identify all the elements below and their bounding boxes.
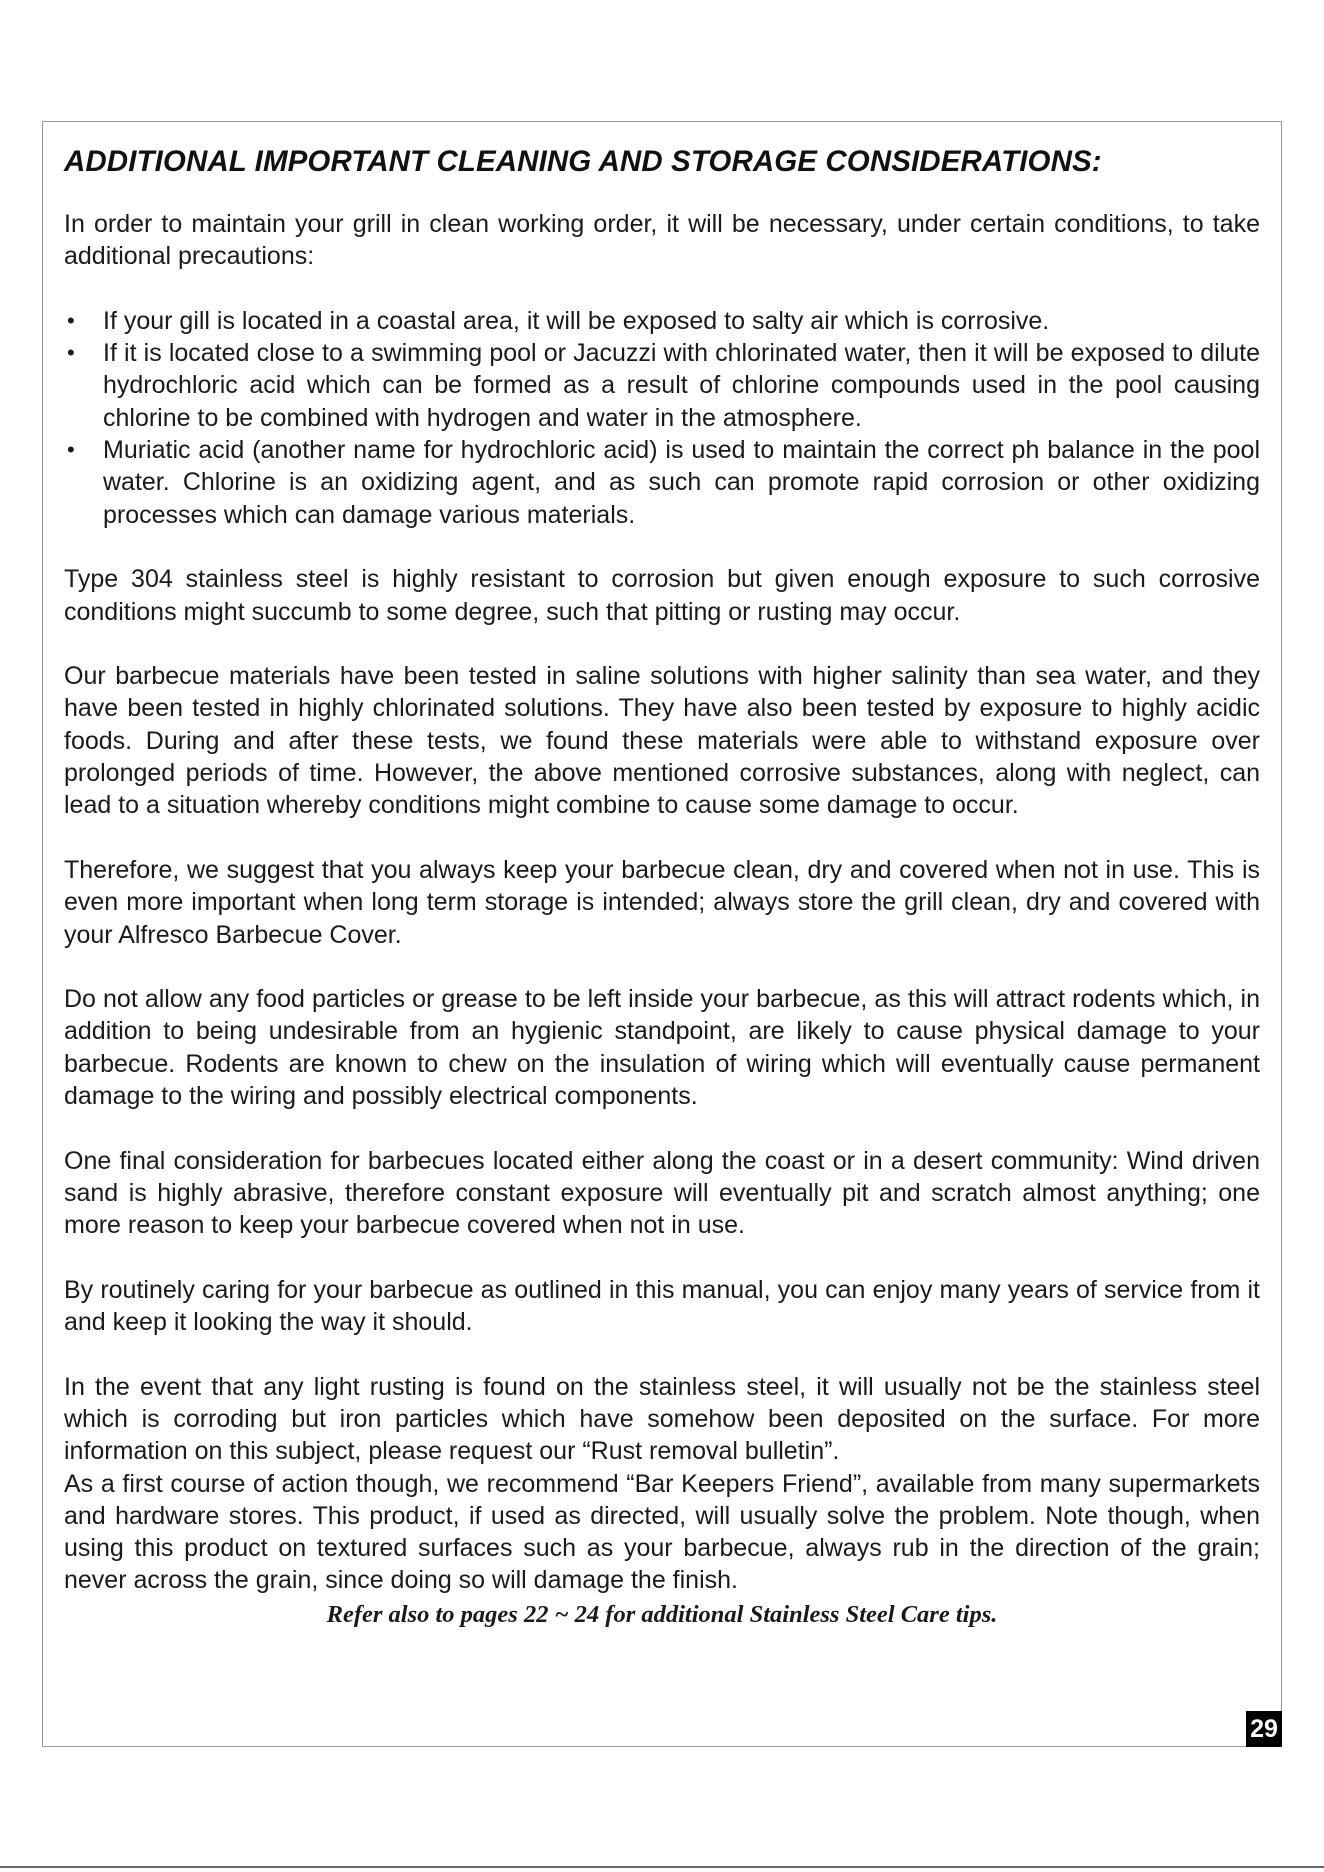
page-title: ADDITIONAL IMPORTANT CLEANING AND STORAGE CONSIDERATIONS:	[64, 145, 1102, 178]
list-item	[64, 305, 1260, 337]
page-number: 29	[1246, 1711, 1282, 1747]
list-item	[64, 337, 1260, 434]
caring-paragraph: By routinely caring for your barbecue as outlined in this manual, you can enjoy many years of service from it and keep it looking the way it should.	[64, 1275, 1260, 1337]
bullet-icon: •	[67, 340, 75, 366]
steel-paragraph: Type 304 stainless steel is highly resistant to corrosion but given enough exposure to such corrosive conditions might succumb to some degree, such that pitting or rusting may occur.	[64, 565, 1260, 626]
storage-paragraph: Therefore, we suggest that you always keep your barbecue clean, dry and covered when not in use. This is even more important when long term storage is intended; always store the grill clean, dry and covered with your Alfresco Barbecue Cover.	[64, 855, 1260, 949]
precautions-list	[64, 305, 1260, 531]
testing-paragraph: Our barbecue materials have been tested in saline solutions with higher salinity than sea water, and they have been tested in highly chlorinated solutions. They have also been tested by exposure to highly acidic foods. During and after these tests, we found these materials were able to withstand exposure over prolonged periods of time. However, the above mentioned corrosive substances, along with neglect, can lead to a situation whereby conditions might combine to cause some damage to occur.	[64, 662, 1260, 820]
cleaner-paragraph: As a first course of action though, we recommend “Bar Keepers Friend”, available from many supermarkets and hardware stores. This product, if used as directed, will usually solve the problem. Note though, when using this product on textured surfaces such as your barbecue, always rub in the direction of the grain; never across the grain, since doing so will damage the finish.	[64, 1469, 1260, 1595]
bullet-icon: •	[67, 437, 75, 463]
rust-paragraph: In the event that any light rusting is found on the stainless steel, it will usually not be the stainless steel which is corroding but iron particles which have somehow been deposited on the surface. For more information on this subject, please request our “Rust removal bulletin”.	[64, 1372, 1260, 1466]
list-item-text: If your gill is located in a coastal area, it will be exposed to salty air which is corrosive.	[103, 306, 1050, 335]
sand-paragraph: One final consideration for barbecues located either along the coast or in a desert community: Wind driven sand is highly abrasive, therefore constant exposure will eventually pit and scratch almost anything; one more reason to keep your barbecue covered when not in use.	[64, 1146, 1260, 1240]
list-item-text: Muriatic acid (another name for hydrochloric acid) is used to maintain the correct ph balance in the pool water. Chlorine is an oxidizing agent, and as such can promote rapid corrosion or other oxidizing processes which can damage various materials.	[103, 436, 1260, 529]
list-item-text: If it is located close to a swimming pool or Jacuzzi with chlorinated water, then it will be exposed to dilute hydrochloric acid which can be formed as a result of chlorine compounds used in the pool causing chlorine to be combined with hydrogen and water in the atmosphere.	[103, 339, 1260, 432]
bottom-divider	[0, 1866, 1324, 1868]
care-tips-reference: Refer also to pages 22 ~ 24 for additional Stainless Steel Care tips.	[326, 1600, 998, 1628]
list-item	[64, 434, 1260, 531]
bullet-icon: •	[67, 307, 75, 333]
page-content	[64, 140, 1260, 1631]
rodents-paragraph: Do not allow any food particles or grease to be left inside your barbecue, as this will attract rodents which, in addition to being undesirable from an hygienic standpoint, are likely to cause physical damage to your barbecue. Rodents are known to chew on the insulation of wiring which will eventually cause permanent damage to the wiring and possibly electrical components.	[64, 985, 1260, 1111]
intro-paragraph: In order to maintain your grill in clean working order, it will be necessary, under certain conditions, to take additional precautions:	[64, 210, 1260, 271]
